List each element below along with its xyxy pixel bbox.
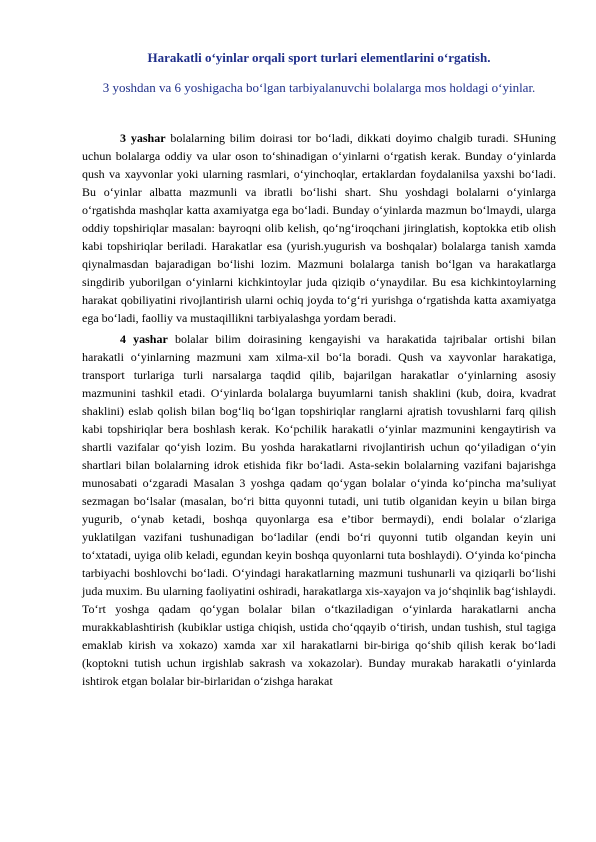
paragraph-text: bolalarning bilim doirasi tor bo‘ladi, dikkati doyimo chalgib turadi. SHuning uchun bolalarga oddiy va ular oson to‘shinadigan o‘yinlarni o‘rgatish kerak. Bunday o‘yinlarda qush va xayvonlar yoki ularning rasmlari, o‘yinchoqlar, ertaklardan foydalanilsa yaxshi bo‘ladi. Bu o‘yinlar albatta mazmunli va ibratli bo‘lishi shart. Shu yoshdagi bolalarni o‘yinlarga o‘rgatishda mashqlar katta axamiyatga ega bo‘ladi. Bunday o‘yinlarda mazmun bo‘lmaydi, ularga oddiy topshiriqlar masalan: bayroqni olib kelish, qo‘ng‘iroqchani jiringlatish, koptokka etib olish kabi topshiriqlar beriladi. Harakatlar esa (yurish.yugurish va boshqalar) bolalarga tanish xamda qiynalmasdan bajaradigan bo‘lishi lozim. Mazmuni bolalarga tanish bo‘lgan va harakatlarga singdirib yuborilgan o‘yinlarni kichkintoylar juda qiziqib o‘ynaydilar. Bu esa kichkintoylarning harakat qobiliyatini rivojlantirish ularni ochiq joyda to‘g‘ri yurishga o‘rgatishda katta axamiyatga ega bo‘ladi, faolliy va mustaqillikni tarbiyalashga yordam beradi. — [82, 131, 557, 325]
document-subtitle: 3 yoshdan va 6 yoshigacha bo‘lgan tarbiyalanuvchi bolalarga mos holdagi o‘yinlar. — [102, 80, 536, 95]
paragraph-text: bolalar bilim doirasining kengayishi va harakatida tajribalar ortishi bilan harakatli o‘yinlarning mazmuni xam xilma-xil bo‘la boradi. Qush va xayvonlar harakatiga, transport turlariga turli narsalarga taqdid qilib, bajarilgan harakatlar o‘yinlarning asosiy mazmunini tashkil etadi. O‘yinlarda bolalarga buyumlarni tanish shaklini (kub, doira, kvadrat shaklini) eslab qolish bilan bog‘liq bo‘lgan topshiriqlar ranglarni ajratish tovushlarni farq qilish kabi topshiriqlar bera boshlash kerak. Ko‘pchilik harakatli o‘yinlar mazmunini kengaytirish va shartli vazifalar qo‘yish lozim. Bu yoshda harakatlarni rivojlantirish uchun qo‘yiladigan o‘yin shartlari bilan bolalarning idrok etishida fikr bo‘ladi. Asta-sekin bolalarning vazifani bajarishga munosabati o‘zgaradi Masalan 3 yoshga qadam qo‘ygan bolalar o‘yinda ko‘pincha ma’suliyat sezmagan bo‘lsalar (masalan, bo‘ri bitta quyonni tutadi, uni tutib olganidan keyin u bilan birga yugurib, o‘ynab ketadi, boshqa quyonlarga esa e’tibor bermaydi), endi bolalar o‘zlariga yuklatilgan vazifani tushunadigan bo‘ladilar (endi bo‘ri quyonni tutib olgandan keyin uni to‘xtatadi, uyiga olib keladi, egundan keyin boshqa quyonlarni tuta boshlaydi). O‘yinda ko‘pincha tarbiyachi boshlovchi bo‘ladi. O‘yindagi harakatlarning mazmuni tushunarli va qiziqarli bo‘lishi juda muxim. Bu ularning faoliyatini oshiradi, harakatlarga xis-xayajon va jo‘shqinlik bag‘ishlaydi. To‘rt yoshga qadam qo‘ygan bolalar bilan o‘tkaziladigan o‘yinlarda harakatlarni ancha murakkablashtirish (kubiklar ustiga chiqish, ustida cho‘qqayib o‘tirish, undan tushish, stul tagiga emaklab kirish va xokazo) xamda xar xil harakatlarni bir-biriga qo‘shib qilish kerak bo‘ladi (koptokni tutish uchun irgishlab sakrash va xokazolar). Bunday murakab harakatli o‘yinlarda ishtirok etgan bolalar bir-birlaridan o‘zishga harakat — [82, 332, 556, 688]
document-title: Harakatli o‘yinlar orqali sport turlari elementlarini o‘rgatish. — [147, 50, 491, 65]
paragraph-3-yashar — [82, 129, 556, 327]
paragraph-lead: 3 yashar — [120, 131, 166, 145]
paragraph-lead: 4 yashar — [120, 332, 168, 346]
paragraph-4-yashar — [82, 330, 556, 690]
